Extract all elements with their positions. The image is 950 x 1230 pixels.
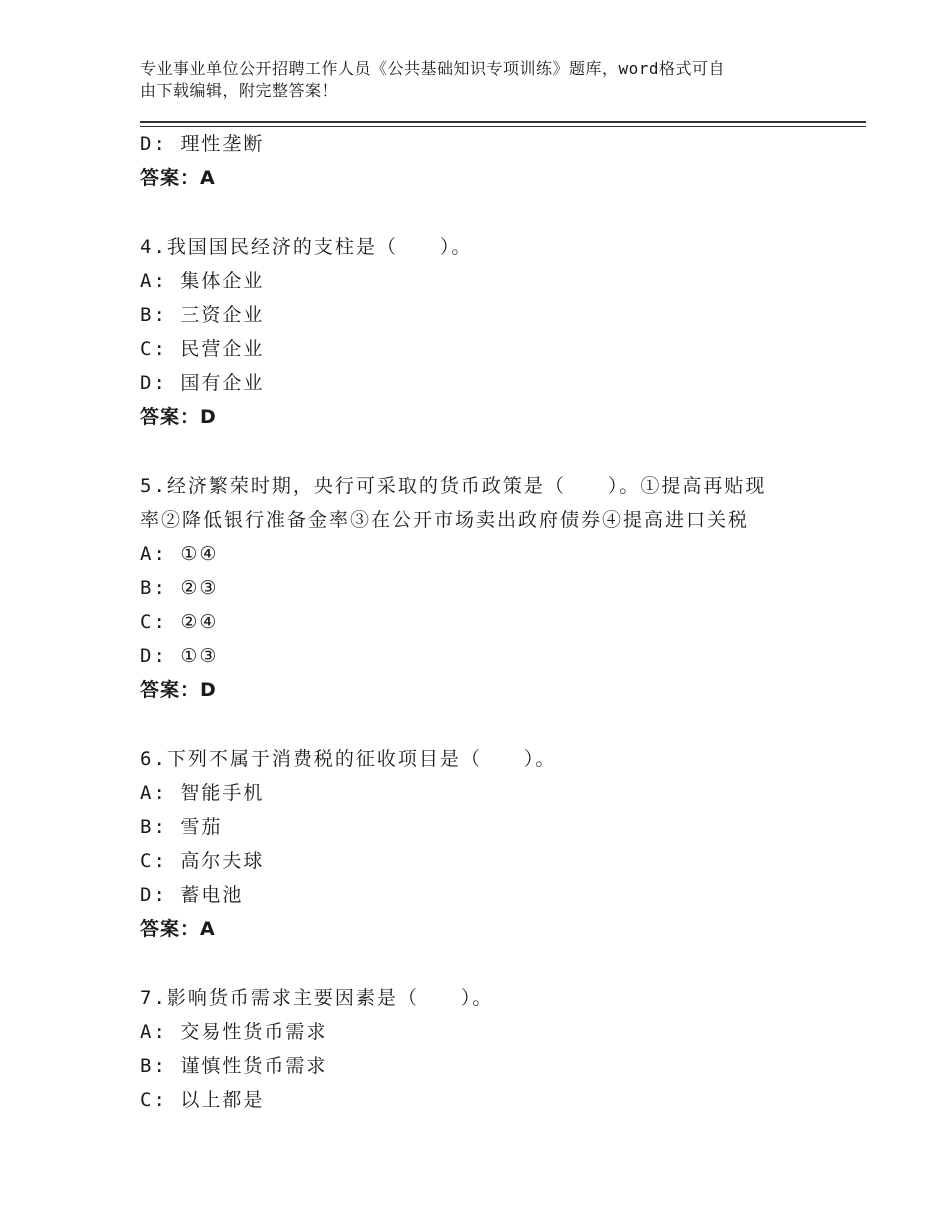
header-line-2: 由下载编辑，附完整答案！ — [140, 81, 339, 100]
prev-answer: 答案：A — [140, 167, 216, 189]
spacer — [140, 434, 820, 469]
answer: 答案：A — [140, 918, 216, 940]
option-b: B: 三资企业 — [140, 304, 265, 326]
spacer — [140, 707, 820, 742]
spacer — [140, 195, 820, 230]
option-c: C: 民营企业 — [140, 338, 265, 360]
question-stem-line-1: 5.经济繁荣时期，央行可采取的货币政策是（ ）。①提高再贴现 — [140, 475, 767, 497]
question-7 — [140, 981, 820, 1117]
option-d: D: 国有企业 — [140, 372, 265, 394]
question-stem: 6.下列不属于消费税的征收项目是（ ）。 — [140, 748, 557, 770]
question-list — [140, 127, 820, 1117]
option-a: A: 集体企业 — [140, 270, 265, 292]
question-5 — [140, 469, 820, 707]
option-a: A: 智能手机 — [140, 782, 265, 804]
option-b: B: ②③ — [140, 577, 219, 599]
option-c: C: ②④ — [140, 611, 219, 633]
option-a: A: 交易性货币需求 — [140, 1021, 328, 1043]
question-stem-line-2: 率②降低银行准备金率③在公开市场卖出政府债券④提高进口关税 — [140, 509, 750, 531]
question-stem: 4.我国国民经济的支柱是（ ）。 — [140, 236, 473, 258]
question-4 — [140, 230, 820, 434]
header-rule-thick — [140, 121, 866, 123]
option-b: B: 雪茄 — [140, 816, 223, 838]
option-d: D: ①③ — [140, 645, 219, 667]
option-d: D: 蓄电池 — [140, 884, 244, 906]
option-c: C: 高尔夫球 — [140, 850, 265, 872]
question-stem: 7.影响货币需求主要因素是（ ）。 — [140, 987, 494, 1009]
page-header — [140, 58, 800, 102]
prev-option-d: D: 理性垄断 — [140, 133, 265, 155]
option-a: A: ①④ — [140, 543, 219, 565]
option-c: C: 以上都是 — [140, 1089, 265, 1111]
answer: 答案：D — [140, 679, 217, 701]
option-b: B: 谨慎性货币需求 — [140, 1055, 328, 1077]
answer: 答案：D — [140, 406, 217, 428]
spacer — [140, 946, 820, 981]
question-6 — [140, 742, 820, 946]
header-line-1: 专业事业单位公开招聘工作人员《公共基础知识专项训练》题库，word格式可自 — [140, 59, 726, 78]
